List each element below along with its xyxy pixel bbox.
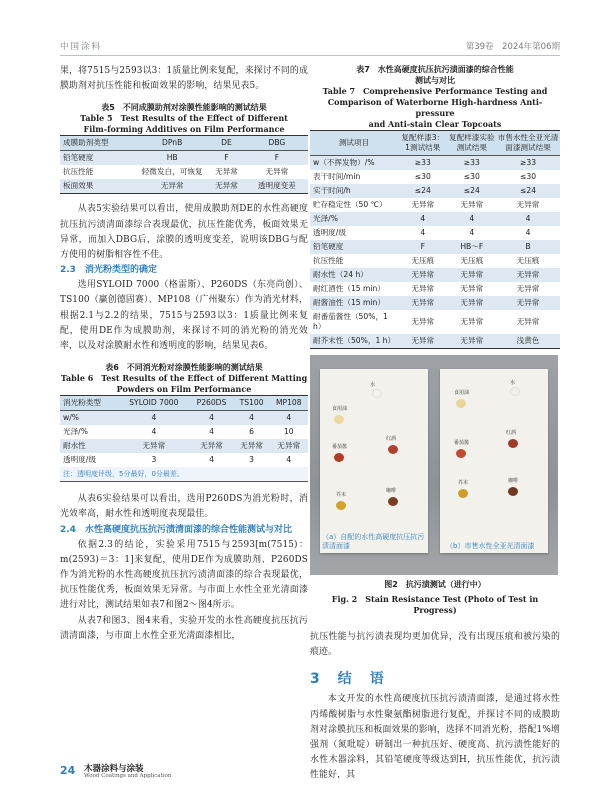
table-cell: 耐水性（24 h）	[310, 268, 398, 282]
stain-label: 食用油	[332, 406, 348, 412]
table-cell: w（不挥发物）/%	[310, 156, 398, 171]
table-row	[310, 226, 560, 240]
table-header-cell: SYLOID 7000	[118, 396, 189, 411]
paragraph-7: 抗压性能与抗污渍表现均更加优异，没有出现压痕和被污染的痕迹。	[310, 632, 560, 658]
table-cell: ≤24	[496, 184, 560, 198]
table-cell: 板面效果	[60, 179, 137, 194]
table-row	[310, 334, 560, 349]
table5-caption-en-1: Table 5 Test Results of the Effect of Different	[80, 113, 288, 124]
stain-label: 红酒	[386, 436, 397, 442]
table-cell: 无异常	[398, 334, 448, 349]
footer-journal-en: Wood Coatings and Application	[84, 773, 172, 779]
stain-spot	[456, 399, 466, 408]
table6-caption-en-2: Powders on Film Performance	[116, 384, 252, 395]
stain-spot	[458, 489, 468, 498]
table-row	[310, 310, 560, 334]
table-header-cell: MP108	[270, 396, 308, 411]
table-cell: 抗压性能	[63, 167, 94, 177]
table7-caption-cn-2: 测试与对比	[415, 76, 455, 85]
table-cell: 3	[151, 455, 157, 465]
table-6	[60, 395, 308, 467]
table-row	[310, 156, 560, 171]
table-cell: F	[246, 151, 308, 166]
paragraph-1: 果，将7515与2593以3：1质量比例来复配，来探讨不同的成膜助剂对抗压性能和板面效果的影响，结果见表5。	[60, 66, 308, 92]
stain-spot	[508, 487, 518, 496]
stain-label: 咖啡	[386, 488, 397, 494]
table-header-cell: DBG	[246, 136, 308, 151]
table-cell: 4	[420, 228, 426, 237]
table-cell: ≤30	[520, 172, 537, 181]
page-number: 24	[60, 764, 76, 777]
section-2-3-heading: 2.3 消光粉类型的确定	[60, 265, 157, 276]
table-row	[60, 411, 308, 426]
stain-label: 水	[510, 380, 516, 386]
table-cell: 4	[234, 411, 270, 426]
table-header-row	[60, 396, 308, 411]
table-header-cell: 测试项目	[310, 131, 398, 156]
table-cell: 4	[398, 212, 448, 226]
table-cell: 4	[496, 212, 560, 226]
table-cell: 4	[151, 427, 157, 437]
stain-label: 芥末	[336, 492, 347, 498]
table-cell: 无异常	[448, 334, 496, 349]
table-cell: 10	[283, 427, 294, 437]
table-cell: HB	[137, 151, 207, 166]
panel-self-made	[320, 369, 428, 553]
section-2-4-heading: 2.4 水性高硬度抗压抗污渍清面漆的综合性能测试与对比	[60, 524, 292, 535]
table-cell: 无异常	[118, 439, 189, 453]
table-row	[310, 212, 560, 226]
page-footer	[60, 762, 260, 792]
section-3-heading: 3 结 语	[310, 671, 386, 688]
table-cell: 无异常	[234, 439, 270, 453]
table-cell: 无异常	[411, 284, 435, 293]
table-header-cell: DE	[207, 136, 246, 151]
table-cell: 无异常	[448, 268, 496, 282]
table-cell: 耐芥末性（50%，1 h）	[310, 334, 398, 349]
table-cell: ≥33	[448, 156, 496, 171]
table-row	[310, 170, 560, 184]
panel-b-caption: （b）市售水性全亚光清面漆	[446, 542, 535, 550]
table-header-cell: P260DS	[189, 396, 233, 411]
table-cell: ≤24	[398, 184, 448, 198]
table7-caption-en-1: Table 7 Comprehensive Performance Testing and	[322, 86, 548, 96]
table-cell: 无异常	[270, 439, 308, 453]
table-cell: 4	[469, 228, 475, 237]
table-header-cell: 市售水性全亚光清面漆测试结果	[496, 131, 560, 156]
table-cell: 贮存稳定性（50 ℃）	[313, 200, 387, 209]
table-cell: 浅黄色	[496, 334, 560, 349]
table-cell: 光泽/%	[310, 212, 398, 226]
paragraph-8: 本文开发的水性高硬度抗压抗污渍清面漆，是通过将水性丙烯酸树脂与水性聚氨酯树脂进行复配，并探讨不同的成膜助剂对涂膜抗压和板面效果的影响，选择不同消光粉，搭配1%增强剂（氮吡啶）研制出一种抗压好、硬度高、抗污渍性能好的水性木器涂料，其铅笔硬度等级达到H，抗压性能优，抗污渍性能好，其	[310, 694, 560, 781]
table-cell: 无异常	[516, 284, 540, 293]
table-row	[60, 425, 308, 439]
table-cell: 无异常	[448, 296, 496, 310]
table-cell: 无压痕	[411, 256, 435, 265]
figure2-caption-cn: 图2 抗污渍测试（进行中）	[384, 580, 486, 589]
table-cell: 无异常	[265, 167, 289, 177]
table-cell: 耐酱油性（15 min）	[310, 296, 398, 310]
table-cell: 无异常	[411, 317, 435, 326]
table-cell: 4	[209, 427, 214, 437]
table-cell: 无异常	[207, 179, 246, 194]
table-cell: 透明度/级	[63, 455, 96, 465]
table-cell: ≥33	[496, 156, 560, 171]
right-column	[310, 64, 560, 784]
footer-journal-cn: 木器涂料与涂装	[84, 764, 144, 774]
stain-label: 咖啡	[508, 478, 519, 484]
panel-commercial	[440, 369, 548, 553]
table-cell: 4	[209, 455, 214, 465]
paragraph-4: 从表6实验结果可以看出，选用P260DS为消光粉时，消光效率高，耐水性和透明度表现最佳。	[60, 494, 308, 520]
table-cell: HB～F	[448, 240, 496, 254]
table-row	[310, 198, 560, 212]
stain-spot	[336, 501, 346, 510]
paragraph-3: 选用SYLOID 7000（格雷斯）、P260DS（东亮尚创）、TS100（赢创德固赛）、MP108（广州聚东）作为消光材料，根据2.1与2.2的结果，7515与2593以3：1质量比例来复配，使用DE作为成膜助剂，来探讨不同的消光粉的消光效率，以及对涂膜耐水性和透明度的影响，结果见表6。	[60, 280, 308, 352]
table-cell: 无异常	[398, 296, 448, 310]
table-cell: ≥33	[398, 156, 448, 171]
table-cell: 实干时间/h	[310, 184, 398, 198]
table-header-cell: 消光粉类型	[60, 396, 118, 411]
table-row	[310, 282, 560, 296]
table-cell: F	[207, 151, 246, 166]
table-cell: 透明度/级	[313, 228, 346, 237]
table-5	[60, 135, 308, 194]
table-cell: w/%	[60, 411, 118, 426]
table-cell: 无异常	[189, 439, 233, 453]
table-cell: 4	[448, 212, 496, 226]
table-row	[60, 165, 308, 179]
stain-spot	[372, 389, 382, 398]
table-row	[310, 184, 560, 198]
table-cell: 无异常	[460, 200, 484, 209]
table-cell: 无压痕	[516, 256, 540, 265]
table-cell: ≤24	[448, 184, 496, 198]
table-cell: 无异常	[460, 317, 484, 326]
stain-spot	[456, 449, 466, 458]
page-header	[60, 40, 560, 56]
table-7	[310, 130, 560, 349]
table-row	[310, 296, 560, 310]
table-cell: 6	[249, 427, 254, 437]
stain-label: 芥末	[458, 480, 469, 486]
table-cell: B	[496, 240, 560, 254]
stain-spot	[510, 387, 520, 396]
table-cell: 无异常	[516, 317, 540, 326]
table-cell: ≤30	[463, 172, 480, 181]
table6-note: 注：透明度评级，5分最好，0分最差。	[60, 467, 308, 482]
table-row	[60, 151, 308, 166]
stain-spot	[388, 445, 398, 454]
table-header-cell: 复配样漆3：1测试结果	[398, 131, 448, 156]
table-header-cell: TS100	[234, 396, 270, 411]
left-column	[60, 64, 308, 644]
paragraph-2: 从表5实验结果可以看出，使用成膜助剂DE的水性高硬度抗压抗污渍清面漆综合表现最优，抗压性能优秀，板面效果无异常，而加入DBG后，涂膜的透明度变差，说明该DBG与配方使用的树脂相容性不佳。	[60, 204, 308, 261]
table-cell: 无异常	[215, 167, 238, 177]
table-cell: 铅笔硬度	[60, 151, 137, 166]
paragraph-5: 依据2.3的结论，实验采用7515与2593[m(7515)：m(2593)＝3：1]来复配，使用DE作为成膜助剂、P260DS作为消光粉的水性高硬度抗压抗污渍清面漆的综合表现最优，抗压性能优秀，板面效果无异常。与市面上水性全亚光清面漆进行对比，测试结果如表7和图2～图4所示。	[60, 539, 308, 611]
table-row	[60, 439, 308, 453]
table-header-row	[60, 136, 308, 151]
table7-caption-cn-1: 表7 水性高硬度抗压抗污渍面漆的综合性能	[356, 65, 514, 74]
table-row	[60, 179, 308, 194]
table-header-row	[310, 131, 560, 156]
stain-label: 食用油	[454, 390, 470, 396]
table-cell: ≤30	[414, 172, 431, 181]
table-cell: 耐番茄酱性（50%，1 h）	[313, 312, 388, 331]
table-cell: 无异常	[460, 284, 484, 293]
table-cell: 无异常	[516, 200, 540, 209]
header-divider	[60, 55, 560, 56]
table-header-cell: DPnB	[137, 136, 207, 151]
table7-caption-en-2: Comparison of Waterborne High-hardness Anti-pressure	[327, 97, 543, 118]
table-cell: 4	[270, 411, 308, 426]
table-cell: F	[398, 240, 448, 254]
panel-a-caption: （a）自配的水性高硬度抗压抗污渍清面漆	[322, 533, 425, 550]
table-header-cell: 成膜助剂类型	[60, 136, 137, 151]
table-cell: 4	[189, 411, 233, 426]
issue-info: 第39卷 2024年第06期	[465, 42, 560, 52]
table-cell: 无异常	[411, 200, 435, 209]
table-cell: 3	[249, 455, 254, 465]
table-cell: 无异常	[137, 179, 207, 194]
table-cell: 4	[118, 411, 189, 426]
stain-label: 红酒	[506, 430, 517, 436]
stain-label: 番茄酱	[332, 444, 348, 450]
table-header-cell: 复配样漆实验测试结果	[448, 131, 496, 156]
table6-caption-cn: 表6 不同消光粉对涂膜性能影响的测试结果	[105, 363, 263, 373]
table-row	[310, 254, 560, 268]
table-cell: 无异常	[496, 296, 560, 310]
stain-spot	[334, 415, 344, 424]
table-cell: 耐水性	[60, 439, 118, 453]
table-cell: 光泽/%	[63, 427, 88, 437]
table-cell: 铅笔硬度	[310, 240, 398, 254]
table-row	[60, 453, 308, 467]
journal-name: 中国涂料	[60, 42, 103, 52]
table-cell: 无压痕	[460, 256, 484, 265]
table5-caption-en-2: Film-forming Additives on Film Performance	[83, 124, 285, 135]
table-cell: 透明度变差	[246, 179, 308, 194]
table-cell: 4	[525, 228, 531, 237]
table6-caption-en-1: Table 6 Test Results of the Effect of Different Matting	[60, 373, 308, 384]
figure2-caption-en: Fig. 2 Stain Resistance Test (Photo of Test in Progress)	[331, 594, 539, 615]
table-cell: 耐红酒性（15 min）	[313, 284, 385, 293]
stain-spot	[334, 453, 344, 462]
stain-spot	[508, 439, 518, 448]
table-row	[310, 268, 560, 282]
table-cell: 抗压性能	[313, 256, 344, 265]
stain-test-photo	[310, 355, 558, 575]
table-row	[310, 240, 560, 254]
table-cell: 4	[286, 455, 292, 465]
table-cell: 表干时间/min	[313, 172, 361, 181]
table-cell: 轻微发白，可恢复	[141, 167, 203, 177]
table5-caption-cn: 表5 不同成膜助剂对涂膜性能影响的测试结果	[101, 103, 267, 113]
table-cell: 无异常	[398, 268, 448, 282]
table7-caption-en-3: and Anti-stain Clear Topcoats	[368, 119, 502, 129]
stain-label: 番茄酱	[454, 440, 470, 446]
paragraph-6: 从表7和图3、图4来看，实验开发的水性高硬度抗压抗污渍清面漆，与市面上水性全亚光清面漆相比，	[60, 615, 308, 641]
table-cell: 无异常	[496, 268, 560, 282]
stain-spot	[388, 497, 398, 506]
stain-label: 水	[370, 382, 376, 388]
